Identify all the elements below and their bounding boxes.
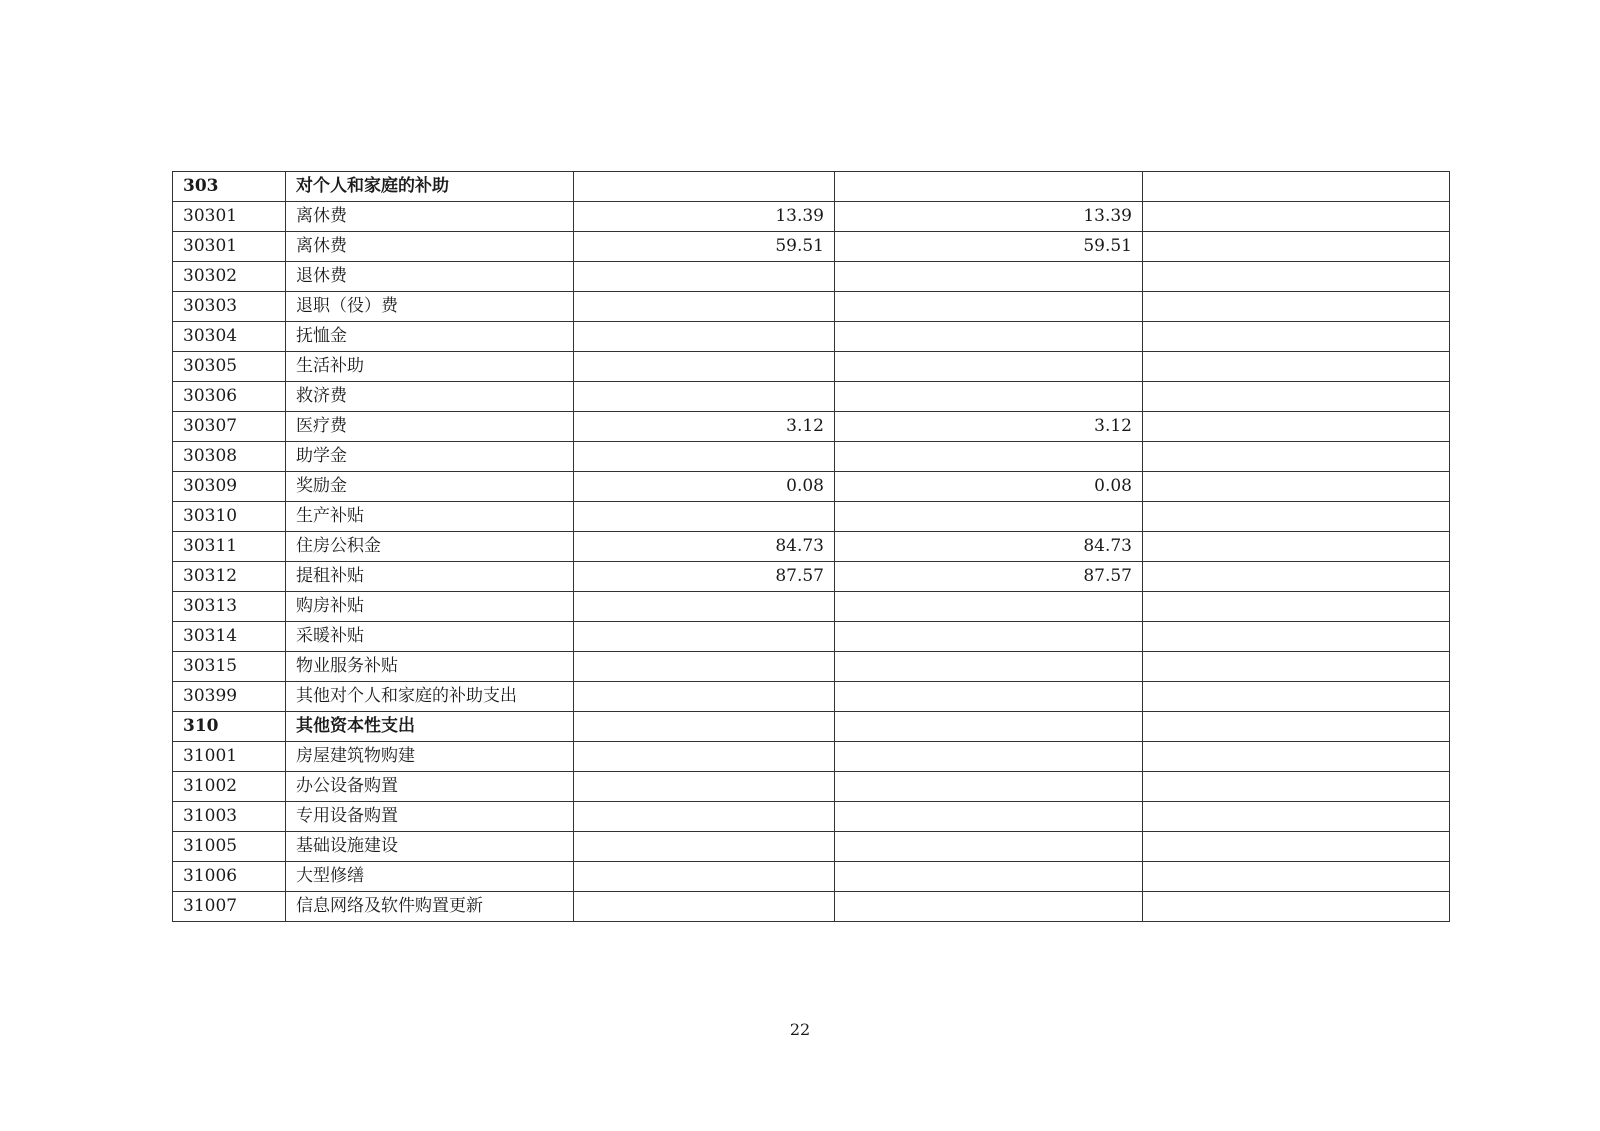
item-name-cell: 医疗费 [286, 412, 574, 442]
amount-cell-2 [835, 832, 1143, 862]
amount-cell-2: 59.51 [835, 232, 1143, 262]
amount-cell-2 [835, 262, 1143, 292]
code-cell: 30315 [173, 652, 286, 682]
amount-cell-2: 84.73 [835, 532, 1143, 562]
code-cell: 31003 [173, 802, 286, 832]
amount-cell-1 [574, 352, 835, 382]
item-name-cell: 购房补贴 [286, 592, 574, 622]
table-row [173, 772, 1450, 802]
amount-cell-1: 59.51 [574, 232, 835, 262]
amount-cell-3 [1143, 382, 1450, 412]
table-group-row [173, 712, 1450, 742]
amount-cell-3 [1143, 502, 1450, 532]
amount-cell-2 [835, 742, 1143, 772]
amount-cell-3 [1143, 802, 1450, 832]
amount-cell-3 [1143, 652, 1450, 682]
code-cell: 30301 [173, 232, 286, 262]
code-cell: 30312 [173, 562, 286, 592]
amount-cell-3 [1143, 862, 1450, 892]
amount-cell-1: 87.57 [574, 562, 835, 592]
table-row [173, 862, 1450, 892]
table-row [173, 412, 1450, 442]
amount-cell-1 [574, 742, 835, 772]
amount-cell-3 [1143, 532, 1450, 562]
table-row [173, 562, 1450, 592]
code-cell: 30304 [173, 322, 286, 352]
amount-cell-3 [1143, 412, 1450, 442]
table-row [173, 832, 1450, 862]
item-name-cell: 信息网络及软件购置更新 [286, 892, 574, 922]
expenditure-table [172, 171, 1450, 922]
item-name-cell: 办公设备购置 [286, 772, 574, 802]
amount-cell-2 [835, 592, 1143, 622]
item-name-cell: 生活补助 [286, 352, 574, 382]
amount-cell-2 [835, 292, 1143, 322]
item-name-cell: 助学金 [286, 442, 574, 472]
code-cell: 31001 [173, 742, 286, 772]
amount-cell-2 [835, 442, 1143, 472]
amount-cell-2 [835, 712, 1143, 742]
table-row [173, 622, 1450, 652]
amount-cell-2: 3.12 [835, 412, 1143, 442]
amount-cell-3 [1143, 172, 1450, 202]
table-row [173, 682, 1450, 712]
item-name-cell: 救济费 [286, 382, 574, 412]
code-cell: 303 [173, 172, 286, 202]
code-cell: 31007 [173, 892, 286, 922]
amount-cell-1 [574, 322, 835, 352]
code-cell: 30306 [173, 382, 286, 412]
amount-cell-1 [574, 502, 835, 532]
amount-cell-2 [835, 892, 1143, 922]
amount-cell-1: 84.73 [574, 532, 835, 562]
amount-cell-2 [835, 802, 1143, 832]
amount-cell-3 [1143, 352, 1450, 382]
amount-cell-1 [574, 292, 835, 322]
table-row [173, 802, 1450, 832]
code-cell: 30313 [173, 592, 286, 622]
amount-cell-2: 87.57 [835, 562, 1143, 592]
amount-cell-2 [835, 652, 1143, 682]
amount-cell-3 [1143, 202, 1450, 232]
table-row [173, 382, 1450, 412]
amount-cell-1 [574, 442, 835, 472]
amount-cell-2 [835, 172, 1143, 202]
code-cell: 30311 [173, 532, 286, 562]
table-row [173, 742, 1450, 772]
amount-cell-2: 0.08 [835, 472, 1143, 502]
item-name-cell: 其他资本性支出 [286, 712, 574, 742]
amount-cell-1 [574, 592, 835, 622]
table-row [173, 262, 1450, 292]
amount-cell-1 [574, 772, 835, 802]
amount-cell-2 [835, 862, 1143, 892]
amount-cell-2 [835, 352, 1143, 382]
table-group-row [173, 172, 1450, 202]
table-row [173, 652, 1450, 682]
code-cell: 310 [173, 712, 286, 742]
table-row [173, 892, 1450, 922]
item-name-cell: 大型修缮 [286, 862, 574, 892]
amount-cell-1 [574, 682, 835, 712]
amount-cell-1 [574, 622, 835, 652]
amount-cell-1 [574, 862, 835, 892]
table-row [173, 322, 1450, 352]
code-cell: 30314 [173, 622, 286, 652]
item-name-cell: 提租补贴 [286, 562, 574, 592]
amount-cell-1 [574, 262, 835, 292]
amount-cell-2 [835, 382, 1143, 412]
code-cell: 30303 [173, 292, 286, 322]
table-row [173, 292, 1450, 322]
amount-cell-3 [1143, 832, 1450, 862]
item-name-cell: 对个人和家庭的补助 [286, 172, 574, 202]
amount-cell-2 [835, 322, 1143, 352]
item-name-cell: 退职（役）费 [286, 292, 574, 322]
table-row [173, 502, 1450, 532]
code-cell: 30308 [173, 442, 286, 472]
amount-cell-3 [1143, 622, 1450, 652]
code-cell: 30310 [173, 502, 286, 532]
amount-cell-1: 0.08 [574, 472, 835, 502]
code-cell: 30307 [173, 412, 286, 442]
amount-cell-2 [835, 682, 1143, 712]
amount-cell-3 [1143, 772, 1450, 802]
code-cell: 30309 [173, 472, 286, 502]
amount-cell-2 [835, 772, 1143, 802]
code-cell: 31005 [173, 832, 286, 862]
amount-cell-3 [1143, 592, 1450, 622]
item-name-cell: 其他对个人和家庭的补助支出 [286, 682, 574, 712]
amount-cell-1: 3.12 [574, 412, 835, 442]
item-name-cell: 采暖补贴 [286, 622, 574, 652]
code-cell: 30301 [173, 202, 286, 232]
code-cell: 30305 [173, 352, 286, 382]
table-row [173, 202, 1450, 232]
code-cell: 31006 [173, 862, 286, 892]
item-name-cell: 退休费 [286, 262, 574, 292]
item-name-cell: 离休费 [286, 202, 574, 232]
amount-cell-1: 13.39 [574, 202, 835, 232]
amount-cell-2 [835, 622, 1143, 652]
amount-cell-1 [574, 382, 835, 412]
item-name-cell: 离休费 [286, 232, 574, 262]
table-row [173, 592, 1450, 622]
table-row [173, 532, 1450, 562]
amount-cell-3 [1143, 742, 1450, 772]
amount-cell-1 [574, 172, 835, 202]
item-name-cell: 生产补贴 [286, 502, 574, 532]
item-name-cell: 住房公积金 [286, 532, 574, 562]
amount-cell-3 [1143, 712, 1450, 742]
item-name-cell: 奖励金 [286, 472, 574, 502]
code-cell: 31002 [173, 772, 286, 802]
amount-cell-1 [574, 892, 835, 922]
table-row [173, 352, 1450, 382]
code-cell: 30302 [173, 262, 286, 292]
amount-cell-1 [574, 712, 835, 742]
item-name-cell: 抚恤金 [286, 322, 574, 352]
amount-cell-3 [1143, 442, 1450, 472]
amount-cell-3 [1143, 682, 1450, 712]
amount-cell-3 [1143, 562, 1450, 592]
amount-cell-2 [835, 502, 1143, 532]
table-row [173, 472, 1450, 502]
amount-cell-3 [1143, 262, 1450, 292]
amount-cell-3 [1143, 892, 1450, 922]
amount-cell-3 [1143, 322, 1450, 352]
item-name-cell: 基础设施建设 [286, 832, 574, 862]
amount-cell-2: 13.39 [835, 202, 1143, 232]
amount-cell-1 [574, 832, 835, 862]
code-cell: 30399 [173, 682, 286, 712]
item-name-cell: 房屋建筑物购建 [286, 742, 574, 772]
table-row [173, 442, 1450, 472]
expenditure-table-body [173, 172, 1450, 922]
amount-cell-3 [1143, 292, 1450, 322]
amount-cell-1 [574, 802, 835, 832]
item-name-cell: 专用设备购置 [286, 802, 574, 832]
page-number: 22 [789, 1020, 811, 1039]
amount-cell-3 [1143, 232, 1450, 262]
item-name-cell: 物业服务补贴 [286, 652, 574, 682]
amount-cell-3 [1143, 472, 1450, 502]
table-row [173, 232, 1450, 262]
amount-cell-1 [574, 652, 835, 682]
